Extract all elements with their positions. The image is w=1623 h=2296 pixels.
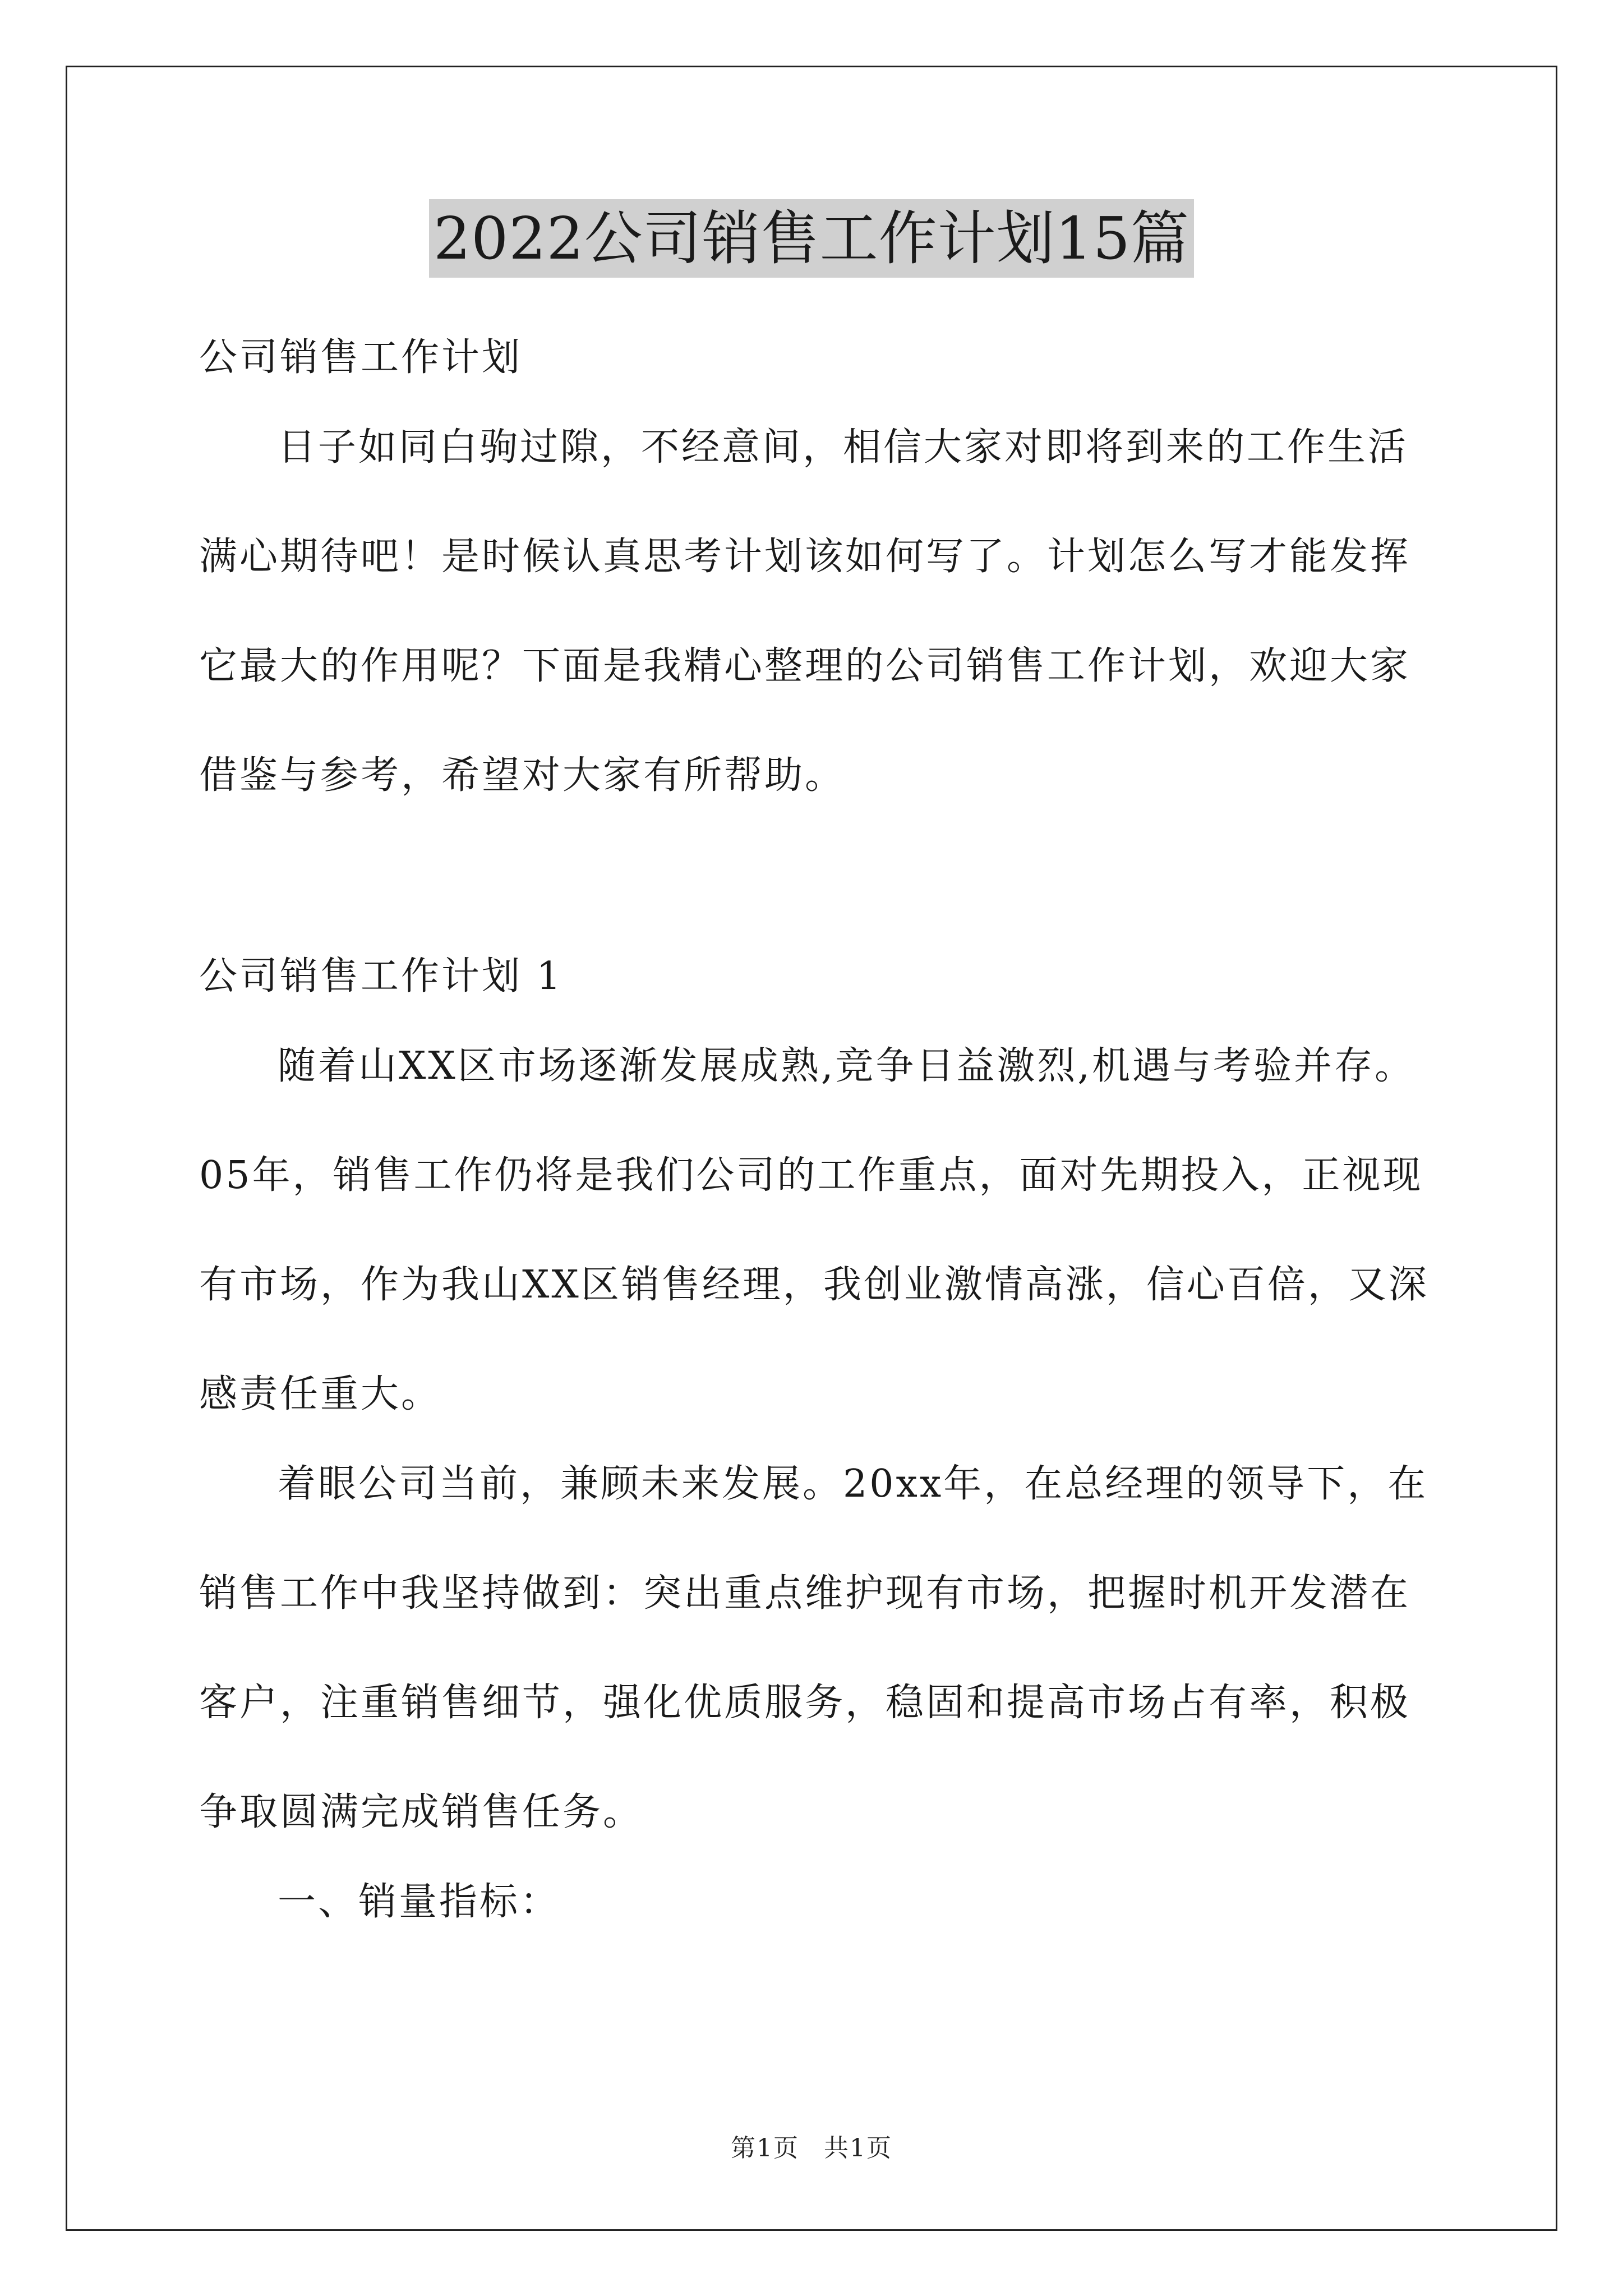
page-footer — [0, 2132, 1623, 2165]
paragraph-line: 随着山XX区市场逐渐发展成熟,竞争日益激烈,机遇与考验并存。 — [278, 1044, 1415, 1088]
paragraph-line: 着眼公司当前，兼顾未来发展。20xx年，在总经理的领导下，在 — [278, 1462, 1428, 1506]
section-paragraph-2 — [199, 1456, 1433, 1841]
paragraph-line: 客户，注重销售细节，强化优质服务，稳固和提高市场占有率，积极 — [199, 1681, 1411, 1725]
page-total: 共1页 — [824, 2134, 892, 2162]
list-item-heading: 一、销量指标： — [278, 1880, 561, 1924]
intro-paragraph — [199, 420, 1433, 804]
intro-heading: 公司销售工作计划 — [199, 335, 523, 380]
paragraph-line: 有市场，作为我山XX区销售经理，我创业激情高涨，信心百倍，又深 — [199, 1263, 1429, 1307]
title-wrap — [0, 199, 1623, 278]
paragraph-line: 争取圆满完成销售任务。 — [199, 1790, 644, 1834]
paragraph-line: 日子如同白驹过隙，不经意间，相信大家对即将到来的工作生活 — [278, 425, 1409, 470]
paragraph-line: 销售工作中我坚持做到：突出重点维护现有市场，把握时机开发潜在 — [199, 1571, 1411, 1616]
paragraph-line: 满心期待吧！是时候认真思考计划该如何写了。计划怎么写才能发挥 — [199, 535, 1411, 579]
document-title: 2022公司销售工作计划15篇 — [429, 199, 1194, 278]
page-number: 第1页 — [731, 2134, 799, 2162]
section-heading: 公司销售工作计划 1 — [199, 954, 563, 999]
section-paragraph-1 — [199, 1038, 1433, 1423]
document-body — [199, 303, 1433, 1930]
paragraph-line: 它最大的作用呢？下面是我精心整理的公司销售工作计划，欢迎大家 — [199, 644, 1411, 688]
paragraph-line: 借鉴与参考，希望对大家有所帮助。 — [199, 753, 846, 798]
spacer — [199, 838, 1433, 922]
paragraph-line: 感责任重大。 — [199, 1372, 442, 1416]
paragraph-line: 05年，销售工作仍将是我们公司的工作重点，面对先期投入，正视现 — [199, 1153, 1423, 1198]
